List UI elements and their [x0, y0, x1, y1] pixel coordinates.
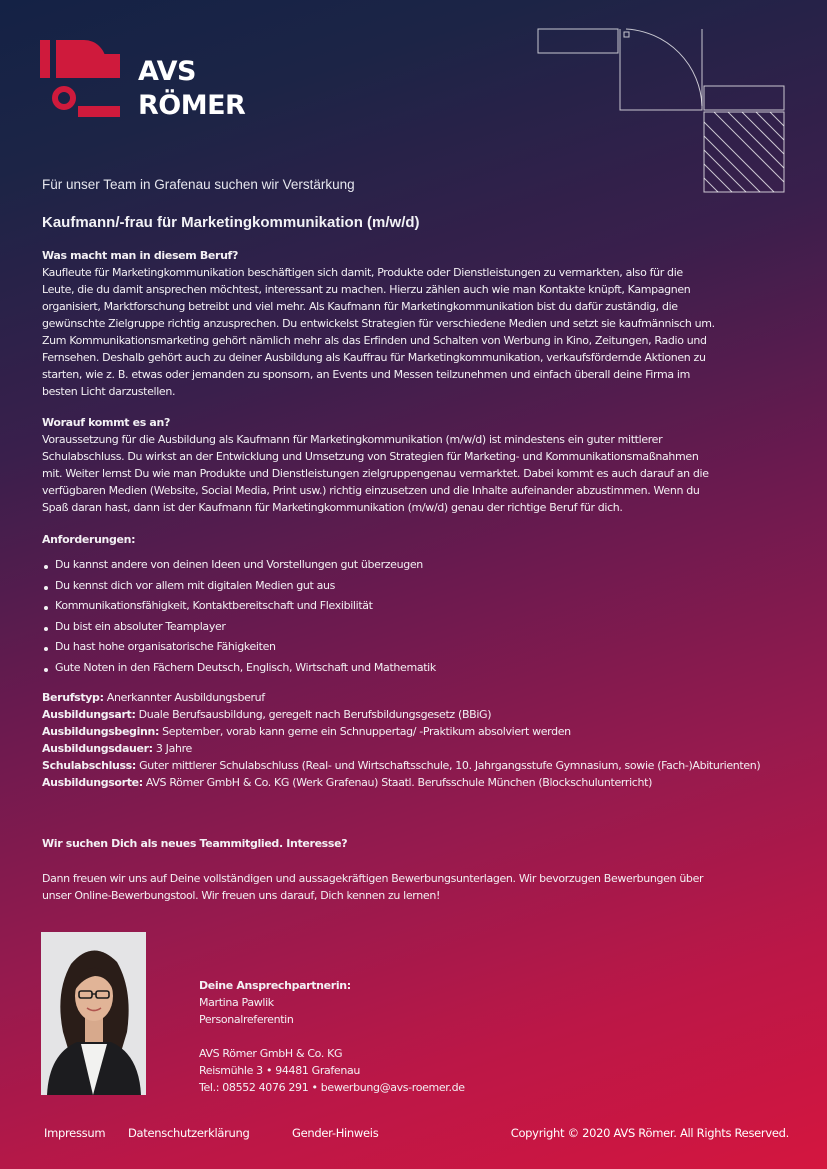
logo-bar-bottom: [78, 106, 120, 117]
list-item: Du bist ein absoluter Teamplayer: [42, 618, 436, 639]
fact-value: September, vorab kann gerne ein Schnuppertag/ -Praktikum absolviert werden: [159, 725, 571, 738]
list-item: Du kennst dich vor allem mit digitalen Medien gut aus: [42, 577, 436, 598]
logo-square-right: [98, 54, 120, 78]
fact-value: 3 Jahre: [152, 742, 192, 755]
paragraph-line: Fernsehen. Deshalb gehört auch zu deiner Ausbildung als Kauffrau für Marketingkommunikation, verkaufsfördernde Aktionen zu: [42, 351, 706, 364]
contact-block: [199, 977, 465, 1096]
section-what-matters: [42, 414, 797, 516]
paragraph-line: besten Licht darzustellen.: [42, 385, 176, 398]
list-item: Du hast hohe organisatorische Fähigkeiten: [42, 638, 436, 659]
section-heading: Worauf kommt es an?: [42, 416, 171, 429]
paragraph-line: Schulabschluss. Du wirkst an der Entwicklung und Umsetzung von Strategien für Marketing- und Kommunikationsmaßnahmen: [42, 450, 699, 463]
footer-link-datenschutz[interactable]: Datenschutzerklärung: [128, 1126, 250, 1140]
fact-value: Duale Berufsausbildung, geregelt nach Berufsbildungsgesetz (BBiG): [135, 708, 492, 721]
job-title: Kaufmann/-frau für Marketingkommunikation (m/w/d): [42, 214, 420, 231]
contact-address: Reismühle 3 • 94481 Grafenau: [199, 1064, 360, 1077]
paragraph-line: verfügbaren Medien (Website, Social Media, Print usw.) richtig einzusetzen und die Inhalte aufeinander abzustimmen. Wenn du: [42, 484, 700, 497]
fact-row: [42, 689, 792, 706]
fact-label: Schulabschluss:: [42, 759, 136, 772]
footer-copyright: Copyright © 2020 AVS Römer. All Rights Reserved.: [510, 1126, 789, 1140]
paragraph-line: Zum Kommunikationsmarketing gehört nämlich mehr als das Erfinden und Schalten von Werbung in Kino, Zeitungen, Radio und: [42, 334, 707, 347]
fact-label: Ausbildungsbeginn:: [42, 725, 160, 738]
logo-ring: [55, 89, 73, 107]
list-item: Kommunikationsfähigkeit, Kontaktbereitschaft und Flexibilität: [42, 597, 436, 618]
footer-link-gender[interactable]: Gender-Hinweis: [292, 1126, 379, 1140]
header-tagline: Für unser Team in Grafenau suchen wir Verstärkung: [42, 177, 355, 192]
fact-value: AVS Römer GmbH & Co. KG (Werk Grafenau) Staatl. Berufsschule München (Blockschulunterricht): [142, 776, 653, 789]
logo-bar-left: [40, 40, 50, 78]
section-what-you-do: [42, 247, 797, 400]
section-heading: Was macht man in diesem Beruf?: [42, 249, 239, 262]
paragraph-line: mit. Weiter lernst Du wie man Produkte und Dienstleistungen zielgruppengenau vermarktet. Dabei kommt es auch darauf an die: [42, 467, 709, 480]
paragraph-line: Dann freuen wir uns auf Deine vollständigen und aussagekräftigen Bewerbungsunterlagen. Wir bevorzugen Bewerbungen über: [42, 872, 704, 885]
paragraph-line: starten, wie z. B. etwas oder jemanden zu sponsorn, an Events und Messen teilzunehmen und einfach überall deine Firma im: [42, 368, 690, 381]
requirements-list: [42, 556, 436, 680]
avs-roemer-logo-icon: [40, 40, 120, 120]
fact-label: Ausbildungsorte:: [42, 776, 143, 789]
decorative-geometric-icon: [534, 26, 794, 196]
contact-heading: Deine Ansprechpartnerin:: [199, 979, 351, 992]
interest-heading: Wir suchen Dich als neues Teammitglied. Interesse?: [42, 837, 348, 850]
list-item: Gute Noten in den Fächern Deutsch, Englisch, Wirtschaft und Mathematik: [42, 659, 436, 680]
fact-row: [42, 723, 792, 740]
paragraph-line: Spaß daran hast, dann ist der Kaufmann für Marketingkommunikation (m/w/d) genau der richtige Beruf für dich.: [42, 501, 623, 514]
fact-row: [42, 757, 792, 774]
requirements-heading: Anforderungen:: [42, 533, 136, 546]
paragraph-line: Leute, die du damit ansprechen möchtest, interessant zu machen. Hierzu zählen auch wie man Kontakte knüpft, Kampagnen: [42, 283, 691, 296]
fact-row: [42, 706, 792, 723]
paragraph-line: unser Online-Bewerbungstool. Wir freuen uns darauf, Dich kennen zu lernen!: [42, 889, 440, 902]
contact-company: AVS Römer GmbH & Co. KG: [199, 1047, 343, 1060]
paragraph-line: Voraussetzung für die Ausbildung als Kaufmann für Marketingkommunikation (m/w/d) ist mindestens ein guter mittlerer: [42, 433, 663, 446]
paragraph-line: organisiert, Marktforschung betreibt und viel mehr. Als Kaufmann für Marketingkommunikation bist du dafür zuständig, die: [42, 300, 678, 313]
job-facts: [42, 689, 792, 791]
brand-name-line1: AVS: [138, 56, 196, 87]
contact-person-photo: [41, 932, 146, 1095]
contact-phone-email[interactable]: Tel.: 08552 4076 291 • bewerbung@avs-roemer.de: [199, 1081, 465, 1094]
fact-row: [42, 774, 792, 791]
contact-role: Personalreferentin: [199, 1013, 294, 1026]
fact-label: Ausbildungsdauer:: [42, 742, 153, 755]
contact-name: Martina Pawlik: [199, 996, 274, 1009]
list-item: Du kannst andere von deinen Ideen und Vorstellungen gut überzeugen: [42, 556, 436, 577]
paragraph-line: Kaufleute für Marketingkommunikation beschäftigen sich damit, Produkte oder Dienstleistungen zu vermarkten, also für die: [42, 266, 683, 279]
fact-label: Berufstyp:: [42, 691, 104, 704]
paragraph-line: gewünschte Zielgruppe richtig anzusprechen. Du entwickelst Strategien für verschiedene Medien und setzt sie kaufmännisch um.: [42, 317, 715, 330]
fact-label: Ausbildungsart:: [42, 708, 136, 721]
fact-value: Guter mittlerer Schulabschluss (Real- und Wirtschaftsschule, 10. Jahrgangsstufe Gymnasium, sowie (Fach-)Abiturienten): [135, 759, 761, 772]
application-text: [42, 870, 792, 904]
fact-value: Anerkannter Ausbildungsberuf: [103, 691, 265, 704]
fact-row: [42, 740, 792, 757]
footer-link-impressum[interactable]: Impressum: [44, 1126, 106, 1140]
brand-name-line2: RÖMER: [138, 90, 246, 121]
